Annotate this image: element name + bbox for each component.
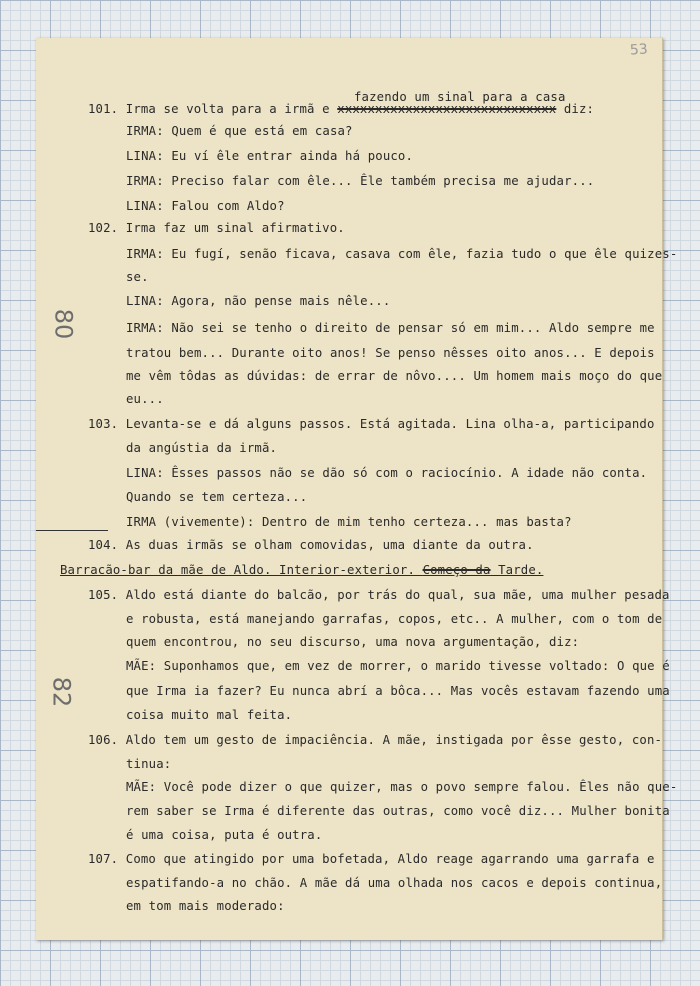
dialogue-line: rem saber se Irma é diferente das outras, como você diz... Mulher bonita xyxy=(126,804,670,818)
action-line: espatifando-a no chão. A mãe dá uma olhada nos cacos e depois continua, xyxy=(126,876,663,890)
typewritten-page xyxy=(36,38,678,940)
shot-105: 105. Aldo está diante do balcão, por trás do qual, sua mãe, uma mulher pesada xyxy=(88,588,670,602)
shot-106: 106. Aldo tem um gesto de impaciência. A mãe, instigada por êsse gesto, con- xyxy=(88,733,663,747)
line-text: 101. Irma se volta para a irmã e xyxy=(88,102,338,116)
dialogue-line: que Irma ia fazer? Eu nunca abrí a bôca... Mas vocês estavam fazendo uma xyxy=(126,684,670,698)
margin-note-scene-82: 82 xyxy=(47,676,76,708)
dialogue-line: MÃE: Suponhamos que, em vez de morrer, o marido tivesse voltado: O que é xyxy=(126,659,670,673)
dialogue-line: IRMA: Eu fugí, senão ficava, casava com êle, fazia tudo o que êle quizes- xyxy=(126,247,678,261)
handtyped-insertion: fazendo um sinal para a casa xyxy=(354,90,566,104)
dialogue-line: é uma coisa, puta é outra. xyxy=(126,828,323,842)
line-text: diz: xyxy=(556,102,595,116)
dialogue-line: LINA: Falou com Aldo? xyxy=(126,199,285,213)
dialogue-line: LINA: Agora, não pense mais nêle... xyxy=(126,294,391,308)
line-text: Barracão-bar da mãe de Aldo. Interior-exterior. xyxy=(60,563,423,577)
shot-101 xyxy=(88,102,594,116)
dialogue-line: Quando se tem certeza... xyxy=(126,490,308,504)
dialogue-line: IRMA: Preciso falar com êle... Êle também precisa me ajudar... xyxy=(126,174,595,188)
margin-note-scene-80: 80 xyxy=(49,308,78,340)
dialogue-line: coisa muito mal feita. xyxy=(126,708,293,722)
margin-rule xyxy=(36,530,108,531)
shot-102: 102. Irma faz um sinal afirmativo. xyxy=(88,221,345,235)
shot-107: 107. Como que atingido por uma bofetada, Aldo reage agarrando uma garrafa e xyxy=(88,852,655,866)
shot-104: 104. As duas irmãs se olham comovidas, uma diante da outra. xyxy=(88,538,534,552)
action-line: tinua: xyxy=(126,757,172,771)
scene-heading xyxy=(60,563,543,577)
dialogue-line: me vêm tôdas as dúvidas: de errar de nôvo.... Um homem mais moço do que xyxy=(126,369,663,383)
line-text: Tarde. xyxy=(490,563,544,577)
dialogue-line: se. xyxy=(126,270,149,284)
dialogue-line: LINA: Êsses passos não se dão só com o raciocínio. A idade não conta. xyxy=(126,466,648,480)
dialogue-line: MÃE: Você pode dizer o que quizer, mas o povo sempre falou. Êles não que- xyxy=(126,780,678,794)
action-line: quem encontrou, no seu discurso, uma nova argumentação, diz: xyxy=(126,635,580,649)
struck-text: xxxxxxxxxxxxxxxxxxxxxxxxxxxxx xyxy=(337,102,557,116)
shot-103: 103. Levanta-se e dá alguns passos. Está agitada. Lina olha-a, participando xyxy=(88,417,655,431)
dialogue-line: tratou bem... Durante oito anos! Se penso nêsses oito anos... E depois xyxy=(126,346,655,360)
dialogue-line: IRMA: Quem é que está em casa? xyxy=(126,124,353,138)
dialogue-line: LINA: Eu ví êle entrar ainda há pouco. xyxy=(126,149,414,163)
action-line: e robusta, está manejando garrafas, copos, etc.. A mulher, com o tom de xyxy=(126,612,663,626)
dialogue-line: eu... xyxy=(126,392,164,406)
dialogue-line: IRMA: Não sei se tenho o direito de pensar só em mim... Aldo sempre me xyxy=(126,321,655,335)
action-line: da angústia da irmã. xyxy=(126,441,278,455)
action-line: em tom mais moderado: xyxy=(126,899,285,913)
dialogue-line: IRMA (vivemente): Dentro de mim tenho certeza... mas basta? xyxy=(126,515,572,529)
struck-text: Começo da xyxy=(422,563,491,577)
page-number: 53 xyxy=(629,41,649,59)
